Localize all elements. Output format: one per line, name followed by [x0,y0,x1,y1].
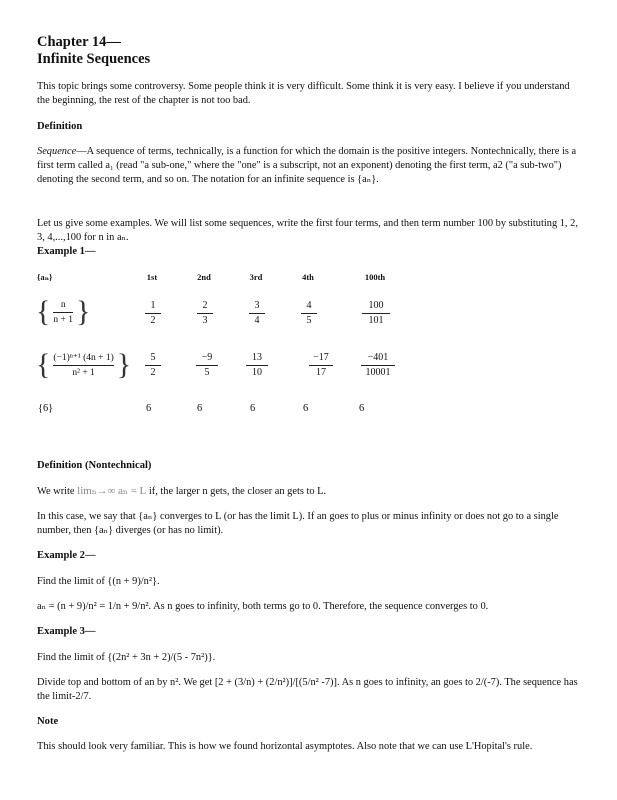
note-heading: Note [37,716,59,727]
chapter-title: Infinite Sequences [37,51,151,67]
example3-heading: Example 3— [37,626,96,637]
col-header-sequence: {aₙ} [37,272,53,282]
col-header-100th: 100th [364,272,386,282]
definition-heading: Definition [37,121,83,132]
term-row3-100th: 6 [359,403,365,414]
term-row2-2nd: −9 5 [196,352,218,379]
col-header-3rd: 3rd [249,272,263,282]
definition-paragraph [37,145,582,187]
definition-text: —A sequence of terms, technically, is a function for which the domain is the positive integers. Nontechnically, there is a first term called a₁ (read "a sub-one," where the "one" is a subscript, not an exponent) denoting the first term, a2 ("a sub-two") denoting the second term, and so on. The notation for an infinite sequence is {aₙ}. [37,146,577,185]
note-paragraph: This should look very familiar. This is how we found horizontal asymptotes. Also note that we can use L'Hopital's rule. [37,741,533,752]
term-row3-3rd: 6 [250,403,256,414]
term-row3-4th: 6 [303,403,309,414]
col-header-4th: 4th [302,272,314,282]
sequence-expr-row3: {6} [38,403,54,414]
example1-heading: Example 1— [37,246,96,257]
example2-heading: Example 2— [37,550,96,561]
example3-answer: Divide top and bottom of an by n². We get [2 + (3/n) + (2/n²)]/[(5/n² -7)]. As n goes to infinity, an goes to 2/(-7). The sequence has the limit-2/7. [37,677,578,702]
term-row1-100th: 100 101 [362,300,390,327]
example2-answer: aₙ = (n + 9)/n² = 1/n + 9/n². As n goes to infinity, both terms go to 0. Therefore, the sequence converges to 0. [37,601,489,612]
intro-paragraph: This topic brings some controversy. Some people think it is very difficult. Some think it is very easy. I believe if you understand the beginning, the rest of the chapter is not too bad. [37,81,570,106]
example2-question: Find the limit of {(n + 9)/n²}. [37,576,160,587]
term-row1-2nd: 2 3 [197,300,213,327]
definition-term: Sequence [37,146,77,157]
examples-intro: Let us give some examples. We will list some sequences, write the first four terms, and then term number 100 by substituting 1, 2, 3, 4,...,100 for n in aₙ. [37,218,578,243]
converge-paragraph: In this case, we say that {aₙ} converges to L (or has the limit L). If an goes to plus or minus infinity or does not go to a single number, then {aₙ} diverges (or has no limit). [37,511,559,536]
sequence-expr-row1: { n n + 1 } [36,295,91,328]
col-header-1st: 1st [146,272,158,282]
term-row2-100th: −401 10001 [361,352,395,379]
definition2-paragraph: We write limₙ→∞ aₙ = L if, the larger n gets, the closer an gets to L. [37,485,327,497]
term-row2-3rd: 13 10 [246,352,268,379]
term-row3-1st: 6 [146,403,152,414]
example3-question: Find the limit of {(2n² + 3n + 2)/(5 - 7n²)}. [37,652,216,663]
limit-expression: limₙ→∞ aₙ = L [77,485,147,497]
term-row1-3rd: 3 4 [249,300,265,327]
term-row1-4th: 4 5 [301,300,317,327]
term-row2-4th: −17 17 [309,352,333,379]
term-row3-2nd: 6 [197,403,203,414]
chapter-number: Chapter 14— [37,34,121,50]
term-row2-1st: 5 2 [145,352,161,379]
sequence-expr-row2: { (−1)ⁿ⁺¹ (4n + 1) n² + 1 } [36,348,132,381]
term-row1-1st: 1 2 [145,300,161,327]
definition2-heading: Definition (Nontechnical) [37,460,152,471]
col-header-2nd: 2nd [197,272,211,282]
